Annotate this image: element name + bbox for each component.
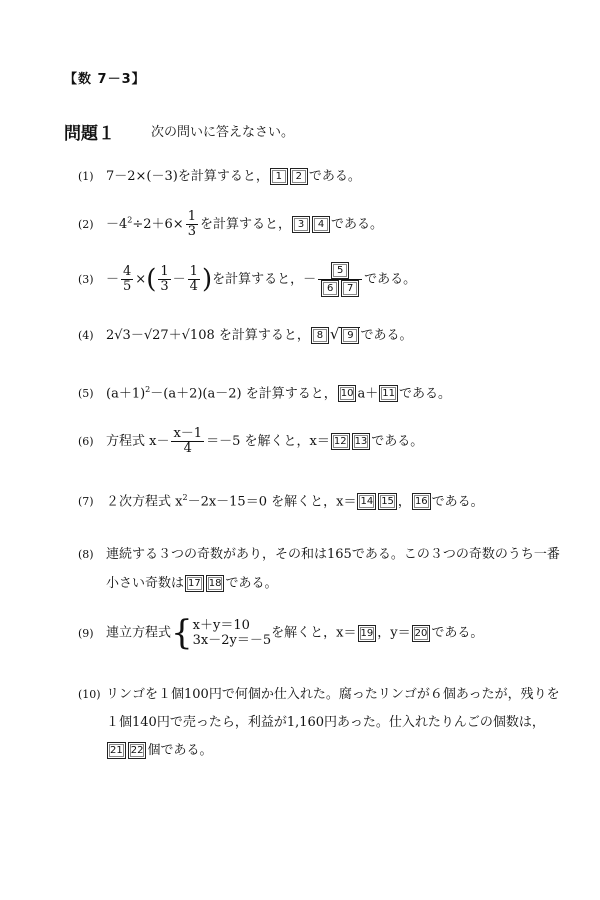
answer-fraction [318,262,362,297]
times-sign: × [135,272,147,287]
answer-box: 4 [312,216,330,233]
question-1 [78,165,361,189]
answer-box: 17 [185,575,204,592]
numerator: 1 [189,264,198,279]
numerator: x－1 [173,426,203,441]
answer-box: 11 [379,385,398,402]
question-tail: 個である。 [147,743,213,758]
answer-box: 19 [358,625,377,642]
equation-system [193,618,272,648]
minus-sign: － [303,272,317,287]
question-3 [78,262,416,297]
question-10 [78,683,560,763]
question-text: ２次方程式 x [106,494,183,510]
question-text: 連立方程式 [106,625,172,641]
answer-box: 21 [107,742,126,759]
minus-sign: － [172,272,186,287]
fraction [171,427,204,456]
answer-box: 10 [338,385,357,402]
answer-box: 6 [321,280,339,297]
question-6 [78,427,423,456]
answer-box: 5 [331,262,349,279]
problem-instruction: 次の問いに答えなさい。 [151,125,295,140]
left-paren: ( [146,264,157,295]
denominator: 4 [189,279,198,294]
denominator: 3 [187,224,196,239]
right-paren: ) [201,264,213,295]
question-2 [78,210,383,239]
question-tail: である。 [371,434,424,449]
question-number: (2) [78,218,94,231]
answer-box: 8 [311,327,329,344]
question-tail: である。 [360,328,413,343]
question-text: －2x－15＝0 を解くと，x＝ [187,494,357,510]
question-text: 2√3－√27＋√108 を計算すると， [106,328,310,343]
answer-box: 20 [412,625,431,642]
denominator [318,280,362,297]
question-number: (4) [78,329,94,342]
denominator: 3 [160,279,169,294]
fraction [121,265,133,294]
separator: ， [397,494,411,510]
exponent: 2 [145,385,151,394]
question-9 [78,613,484,653]
equation: x＋y＝10 [192,618,250,633]
exponent: 2 [182,493,188,502]
question-number: (5) [78,387,94,401]
answer-box: 16 [412,493,431,510]
equation: 3x－2y＝－5 [192,633,272,648]
brace: { [171,613,193,653]
answer-box: 9 [341,327,359,344]
fraction [186,210,198,239]
numerator: 4 [123,264,132,279]
question-5 [78,378,451,406]
question-8 [78,543,560,596]
radical-sign: √ [329,325,340,343]
question-text: １個140円で売ったら，利益が1,160円あった。仕入れたりんごの個数は， [106,715,545,730]
question-tail: である。 [364,272,417,287]
question-text: a＋ [357,386,379,402]
question-text: (a＋1) [106,386,146,402]
question-text: －(a＋2)(a－2) を計算すると， [150,386,337,402]
problem-title: 問題１ [64,124,115,144]
answer-box: 12 [331,433,350,450]
question-text: 小さい奇数は [106,576,185,591]
answer-box: 14 [357,493,376,510]
question-text: ÷2＋6× [132,217,184,232]
answer-box: 3 [292,216,310,233]
question-text: リンゴを１個100円で何個か仕入れた。腐ったリンゴが６個あったが，残りを [106,687,560,702]
question-number: (1) [78,170,94,183]
minus-sign: － [106,272,120,287]
answer-box: 2 [290,168,308,185]
fraction [158,265,170,294]
question-text: ＝－5 を解くと，x＝ [206,434,330,449]
question-number: (10) [78,688,101,701]
question-number: (8) [78,548,94,561]
question-7 [78,486,484,514]
denominator: 5 [123,279,132,294]
separator: ，y＝ [377,625,411,641]
question-tail: である。 [398,386,451,402]
answer-box: 7 [341,280,359,297]
question-tail: である。 [431,625,484,641]
question-text: 連続する３つの奇数があり，その和は165である。この３つの奇数のうち一番 [106,547,560,562]
question-number: (9) [78,626,94,640]
question-number: (6) [78,435,94,448]
question-tail: である。 [331,217,384,232]
question-text: を計算すると， [212,272,304,287]
numerator [318,262,362,280]
numerator: 1 [187,209,196,224]
question-tail: である。 [225,576,278,591]
answer-box: 15 [378,493,397,510]
fraction [188,265,200,294]
answer-box: 13 [352,433,371,450]
question-tail: である。 [308,169,361,184]
exponent: 2 [127,215,133,225]
numerator: 1 [160,264,169,279]
answer-box: 18 [206,575,225,592]
question-text: を計算すると， [199,217,291,232]
question-4 [78,322,412,348]
question-text: を解くと，x＝ [271,625,357,641]
question-number: (7) [78,495,94,509]
answer-box: 1 [270,168,288,185]
question-number: (3) [78,273,94,286]
question-tail: である。 [431,494,484,510]
question-text: 7－2×(－3)を計算すると， [106,169,269,184]
question-text: －4 [106,217,128,232]
section-header: 【数 7－3】 [64,72,146,87]
answer-box: 22 [128,742,147,759]
question-text: 方程式 x－ [106,434,170,449]
denominator: 4 [183,441,192,456]
